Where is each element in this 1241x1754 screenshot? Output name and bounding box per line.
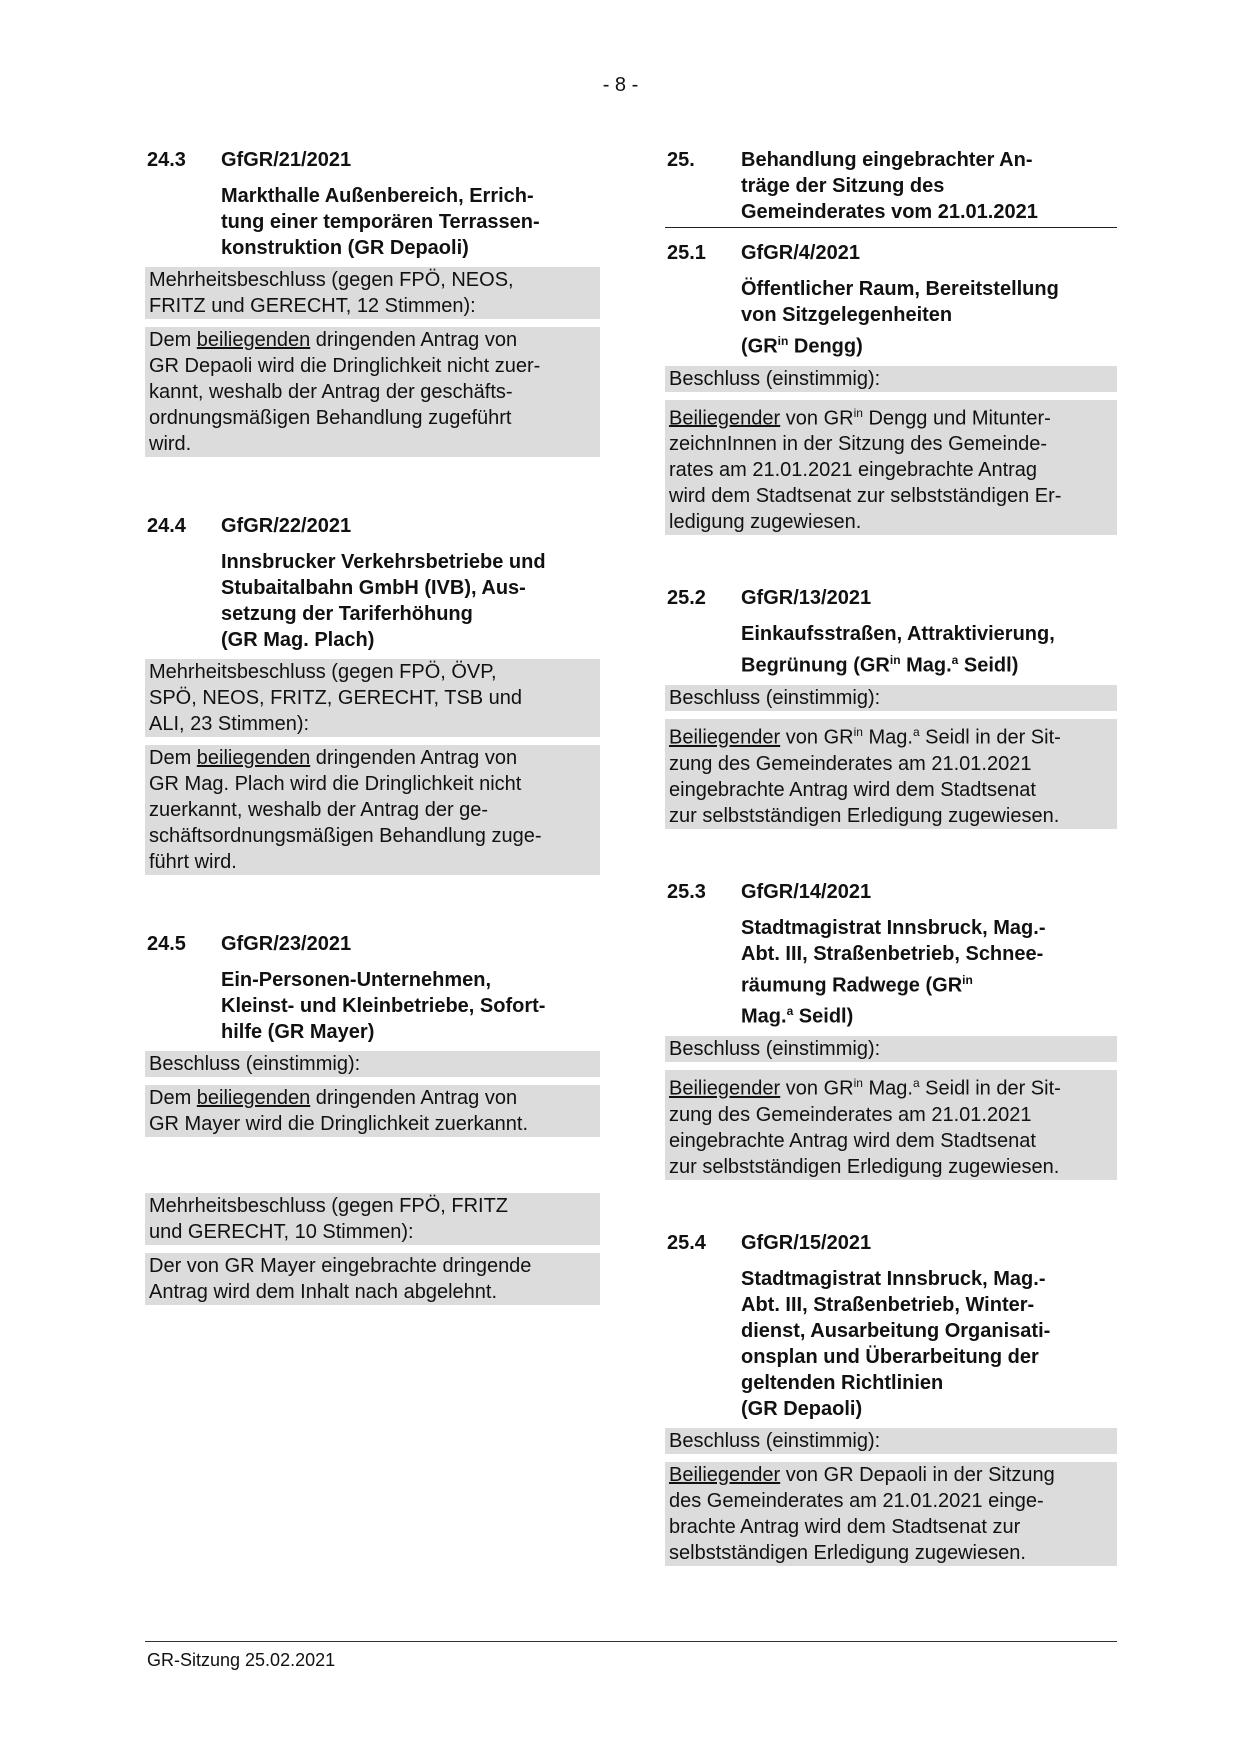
attachment-link[interactable]: beiliegenden xyxy=(196,1087,311,1109)
item-number: 24.4 xyxy=(147,515,186,537)
resolution-text: Beiliegender von GR Depaoli in der Sitzung des Gemeinderates am 21.01.2021 einge- brachte Antrag wird dem Stadtsenat zur selbstständigen Erledigung zugewiesen. xyxy=(665,1462,1117,1566)
item-heading xyxy=(665,585,1117,611)
attachment-link[interactable]: Beiliegender xyxy=(669,1463,781,1486)
attachment-link[interactable]: beiliegenden xyxy=(196,747,311,769)
item-subject: Innsbrucker Verkehrsbetriebe und Stubaitalbahn GmbH (IVB), Aus- setzung der Tariferhöhung (GR Mag. Plach) xyxy=(221,551,546,651)
attachment-link[interactable]: Beiliegender xyxy=(669,726,781,749)
item-number: 25.4 xyxy=(667,1231,706,1254)
item-subject: Markthalle Außenbereich, Errich- tung einer temporären Terrassen- konstruktion (GR Depaoli) xyxy=(221,185,540,259)
resolution-type: Beschluss (einstimmig): xyxy=(145,1051,600,1077)
agenda-item-25-3 xyxy=(665,879,1117,1180)
item-code: GfGR/15/2021 xyxy=(741,1231,872,1254)
right-column xyxy=(665,147,1117,1566)
item-number: 25.2 xyxy=(667,587,706,610)
section-number: 25. xyxy=(667,149,695,171)
resolution-text: Beiliegender von $GR^{in}$ Mag.$^a$ Seidl in der Sit- zung des Gemeinderates am 21.01.2021 eingebrachte Antrag wird dem Stadtsenat zur selbstständigen Erledigung zugewiesen. xyxy=(665,1070,1117,1180)
item-heading xyxy=(145,931,600,957)
resolution-text: Dem beiliegenden dringenden Antrag von GR Mag. Plach wird die Dringlichkeit nicht zuerkannt, weshalb der Antrag der ge- schäftsordnungsmäßigen Behandlung zuge- führt wird. xyxy=(145,745,600,875)
item-heading xyxy=(665,240,1117,266)
section-heading-25 xyxy=(665,147,1117,228)
page-number: - 8 - xyxy=(602,74,639,96)
resolution-type: Beschluss (einstimmig): xyxy=(665,366,1117,392)
resolution-type: Beschluss (einstimmig): xyxy=(665,1036,1117,1062)
resolution-type: Mehrheitsbeschluss (gegen FPÖ, NEOS, FRITZ und GERECHT, 12 Stimmen): xyxy=(145,267,600,319)
item-code: GfGR/4/2021 xyxy=(741,242,860,264)
item-heading xyxy=(665,1230,1117,1256)
item-heading xyxy=(665,879,1117,905)
resolution-text: Beiliegender von $GR^{in}$ Dengg und Mitunter- zeichnInnen in der Sitzung des Gemeinde- rates am 21.01.2021 eingebrachte Antrag wird dem Stadtsenat zur selbstständigen Er- ledigung zugewiesen. xyxy=(665,400,1117,536)
resolution-text: Beiliegender von $GR^{in}$ Mag.$^a$ Seidl in der Sit- zung des Gemeinderates am 21.01.2021 eingebrachte Antrag wird dem Stadtsenat zur selbstständigen Erledigung zugewiesen. xyxy=(665,719,1117,829)
section-title: Behandlung eingebrachter An- träge der Sitzung des Gemeinderates vom 21.01.2021 xyxy=(741,149,1038,223)
item-number: 25.3 xyxy=(667,880,706,903)
attachment-link[interactable]: Beiliegender xyxy=(669,1077,781,1100)
item-heading xyxy=(145,147,600,173)
agenda-item-24-4 xyxy=(145,513,600,875)
item-number: 24.5 xyxy=(147,933,186,955)
agenda-item-25-1 xyxy=(665,240,1117,535)
item-code: GfGR/13/2021 xyxy=(741,587,872,610)
item-subject: Öffentlicher Raum, Bereitstellung von Sitzgelegenheiten ($GR^{in}$ Dengg) xyxy=(741,278,1059,358)
item-subject: Stadtmagistrat Innsbruck, Mag.- Abt. III, Straßenbetrieb, Schnee- räumung Radwege ($GR^{in}$ Mag.$^a$ Seidl) xyxy=(741,916,1046,1028)
item-heading xyxy=(145,513,600,539)
resolution-text: Dem beiliegenden dringenden Antrag von GR Depaoli wird die Dringlichkeit nicht zuer- kannt, weshalb der Antrag der geschäfts- ordnungsmäßigen Behandlung zugeführt wird. xyxy=(145,327,600,457)
item-code: GfGR/22/2021 xyxy=(221,515,352,537)
resolution-type: Beschluss (einstimmig): xyxy=(665,685,1117,711)
item-number: 25.1 xyxy=(667,242,706,264)
agenda-item-24-3 xyxy=(145,147,600,457)
footer-divider xyxy=(145,1641,1117,1642)
attachment-link[interactable]: beiliegenden xyxy=(196,329,311,351)
resolution-text-second: Der von GR Mayer eingebrachte dringende Antrag wird dem Inhalt nach abgelehnt. xyxy=(145,1253,600,1305)
resolution-type: Mehrheitsbeschluss (gegen FPÖ, ÖVP, SPÖ, NEOS, FRITZ, GERECHT, TSB und ALI, 23 Stimmen): xyxy=(145,659,600,737)
agenda-item-25-2 xyxy=(665,585,1117,828)
agenda-item-25-4 xyxy=(665,1230,1117,1566)
attachment-link[interactable]: Beiliegender xyxy=(669,407,781,430)
footer-text: GR-Sitzung 25.02.2021 xyxy=(147,1650,336,1670)
item-subject: Einkaufsstraßen, Attraktivierung, Begrünung ($GR^{in}$ Mag.$^a$ Seidl) xyxy=(741,623,1055,677)
resolution-type-second: Mehrheitsbeschluss (gegen FPÖ, FRITZ und GERECHT, 10 Stimmen): xyxy=(145,1193,600,1245)
resolution-text: Dem beiliegenden dringenden Antrag von GR Mayer wird die Dringlichkeit zuerkannt. xyxy=(145,1085,600,1137)
item-subject: Stadtmagistrat Innsbruck, Mag.- Abt. III, Straßenbetrieb, Winter- dienst, Ausarbeitung Organisati- onsplan und Überarbeitung der geltenden Richtlinien (GR Depaoli) xyxy=(741,1267,1051,1420)
item-code: GfGR/14/2021 xyxy=(741,880,872,903)
item-subject: Ein-Personen-Unternehmen, Kleinst- und Kleinbetriebe, Sofort- hilfe (GR Mayer) xyxy=(221,969,546,1043)
item-number: 24.3 xyxy=(147,149,186,171)
agenda-item-24-5 xyxy=(145,931,600,1305)
resolution-type: Beschluss (einstimmig): xyxy=(665,1428,1117,1454)
item-code: GfGR/23/2021 xyxy=(221,933,352,955)
item-code: GfGR/21/2021 xyxy=(221,149,352,171)
left-column xyxy=(145,147,600,1305)
